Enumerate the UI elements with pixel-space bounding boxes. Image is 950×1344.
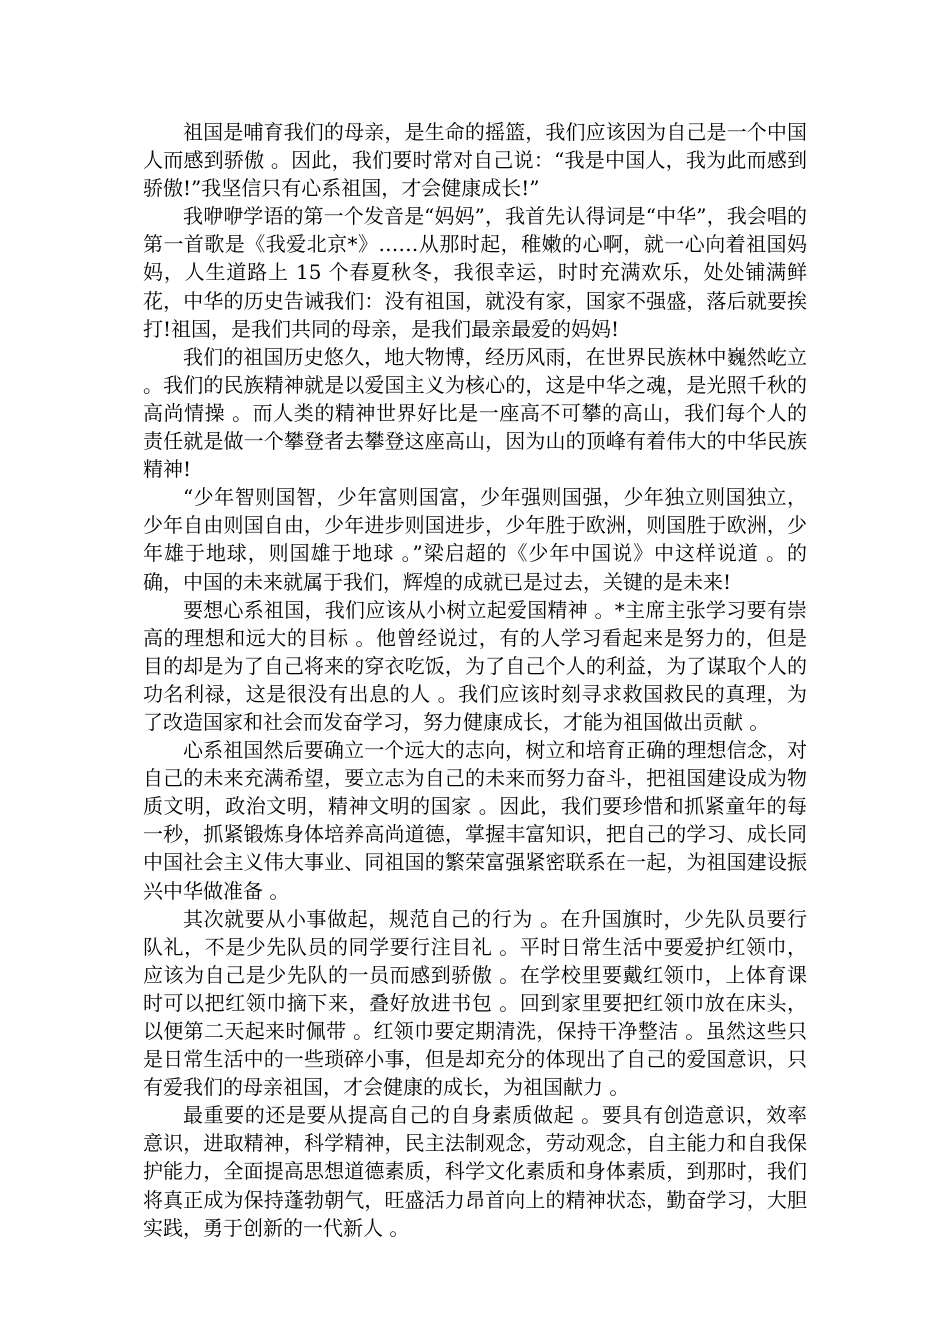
paragraph-3: 我们的祖国历史悠久，地大物博，经历风雨，在世界民族林中巍然屹立 。我们的民族精神就是以爱国主义为核心的，这是中华之魂，是光照千秋的高尚情操 。而人类的精神世界好比是一座高不可攀的高山，我们每个人的责任就是做一个攀登者去攀登这座高山，因为山的顶峰有着伟大的中华民族精神! xyxy=(143,344,807,482)
document-body xyxy=(143,118,807,1242)
paragraph-8: 最重要的还是要从提高自己的自身素质做起 。要具有创造意识，效率意识，进取精神，科学精神，民主法制观念，劳动观念，自主能力和自我保护能力，全面提高思想道德素质，科学文化素质和身体素质，到那时，我们将真正成为保持蓬勃朝气，旺盛活力昂首向上的精神状态，勤奋学习，大胆实践，勇于创新的一代新人 。 xyxy=(143,1103,807,1240)
paragraph-7: 其次就要从小事做起，规范自己的行为 。在升国旗时，少先队员要行队礼，不是少先队员的同学要行注目礼 。平时日常生活中要爱护红领巾，应该为自己是少先队的一员而感到骄傲 。在学校里要戴红领巾，上体育课时可以把红领巾摘下来，叠好放进书包 。回到家里要把红领巾放在床头，以便第二天起来时佩带 。红领巾要定期清洗，保持干净整洁 。虽然这些只是日常生活中的一些琐碎小事，但是却充分的体现出了自己的爱国意识，只有爱我们的母亲祖国，才会健康的成长，为祖国献力 。 xyxy=(143,906,807,1100)
paragraph-5: 要想心系祖国，我们应该从小树立起爱国精神 。*主席主张学习要有崇高的理想和远大的目标 。他曾经说过，有的人学习看起来是努力的，但是目的却是为了自己将来的穿衣吃饭，为了自己个人的利益，为了谋取个人的功名利禄，这是很没有出息的人 。我们应该时刻寻求救国救民的真理，为了改造国家和社会而发奋学习，努力健康成长，才能为祖国做出贡献 。 xyxy=(143,597,807,734)
paragraph-2: 我咿咿学语的第一个发音是“妈妈”，我首先认得词是“中华”，我会唱的第一首歌是《我爱北京*》……从那时起，稚嫩的心啊，就一心向着祖国妈妈，人生道路上 15 个春夏秋冬，我很幸运，时时充满欢乐，处处铺满鲜花，中华的历史告诫我们：没有祖国，就没有家，国家不强盛，落后就要挨打!祖国，是我们共同的母亲，是我们最亲最爱的妈妈! xyxy=(143,204,807,341)
paragraph-4: “少年智则国智，少年富则国富，少年强则国强，少年独立则国独立，少年自由则国自由，少年进步则国进步，少年胜于欧洲，则国胜于欧洲，少年雄于地球，则国雄于地球 。”梁启超的《少年中国说》中这样说道 。的确，中国的未来就属于我们，辉煌的成就已是过去，关键的是未来! xyxy=(143,485,807,594)
paragraph-6: 心系祖国然后要确立一个远大的志向，树立和培育正确的理想信念，对自己的未来充满希望，要立志为自己的未来而努力奋斗，把祖国建设成为物质文明，政治文明，精神文明的国家 。因此，我们要珍惜和抓紧童年的每一秒，抓紧锻炼身体培养高尚道德，掌握丰富知识，把自己的学习、成长同中国社会主义伟大事业、同祖国的繁荣富强紧密联系在一起，为祖国建设振兴中华做准备 。 xyxy=(143,738,807,903)
paragraph-1: 祖国是哺育我们的母亲，是生命的摇篮，我们应该因为自己是一个中国人而感到骄傲 。因此，我们要时常对自己说：“我是中国人，我为此而感到骄傲!”我坚信只有心系祖国，才会健康成长!” xyxy=(143,120,807,201)
